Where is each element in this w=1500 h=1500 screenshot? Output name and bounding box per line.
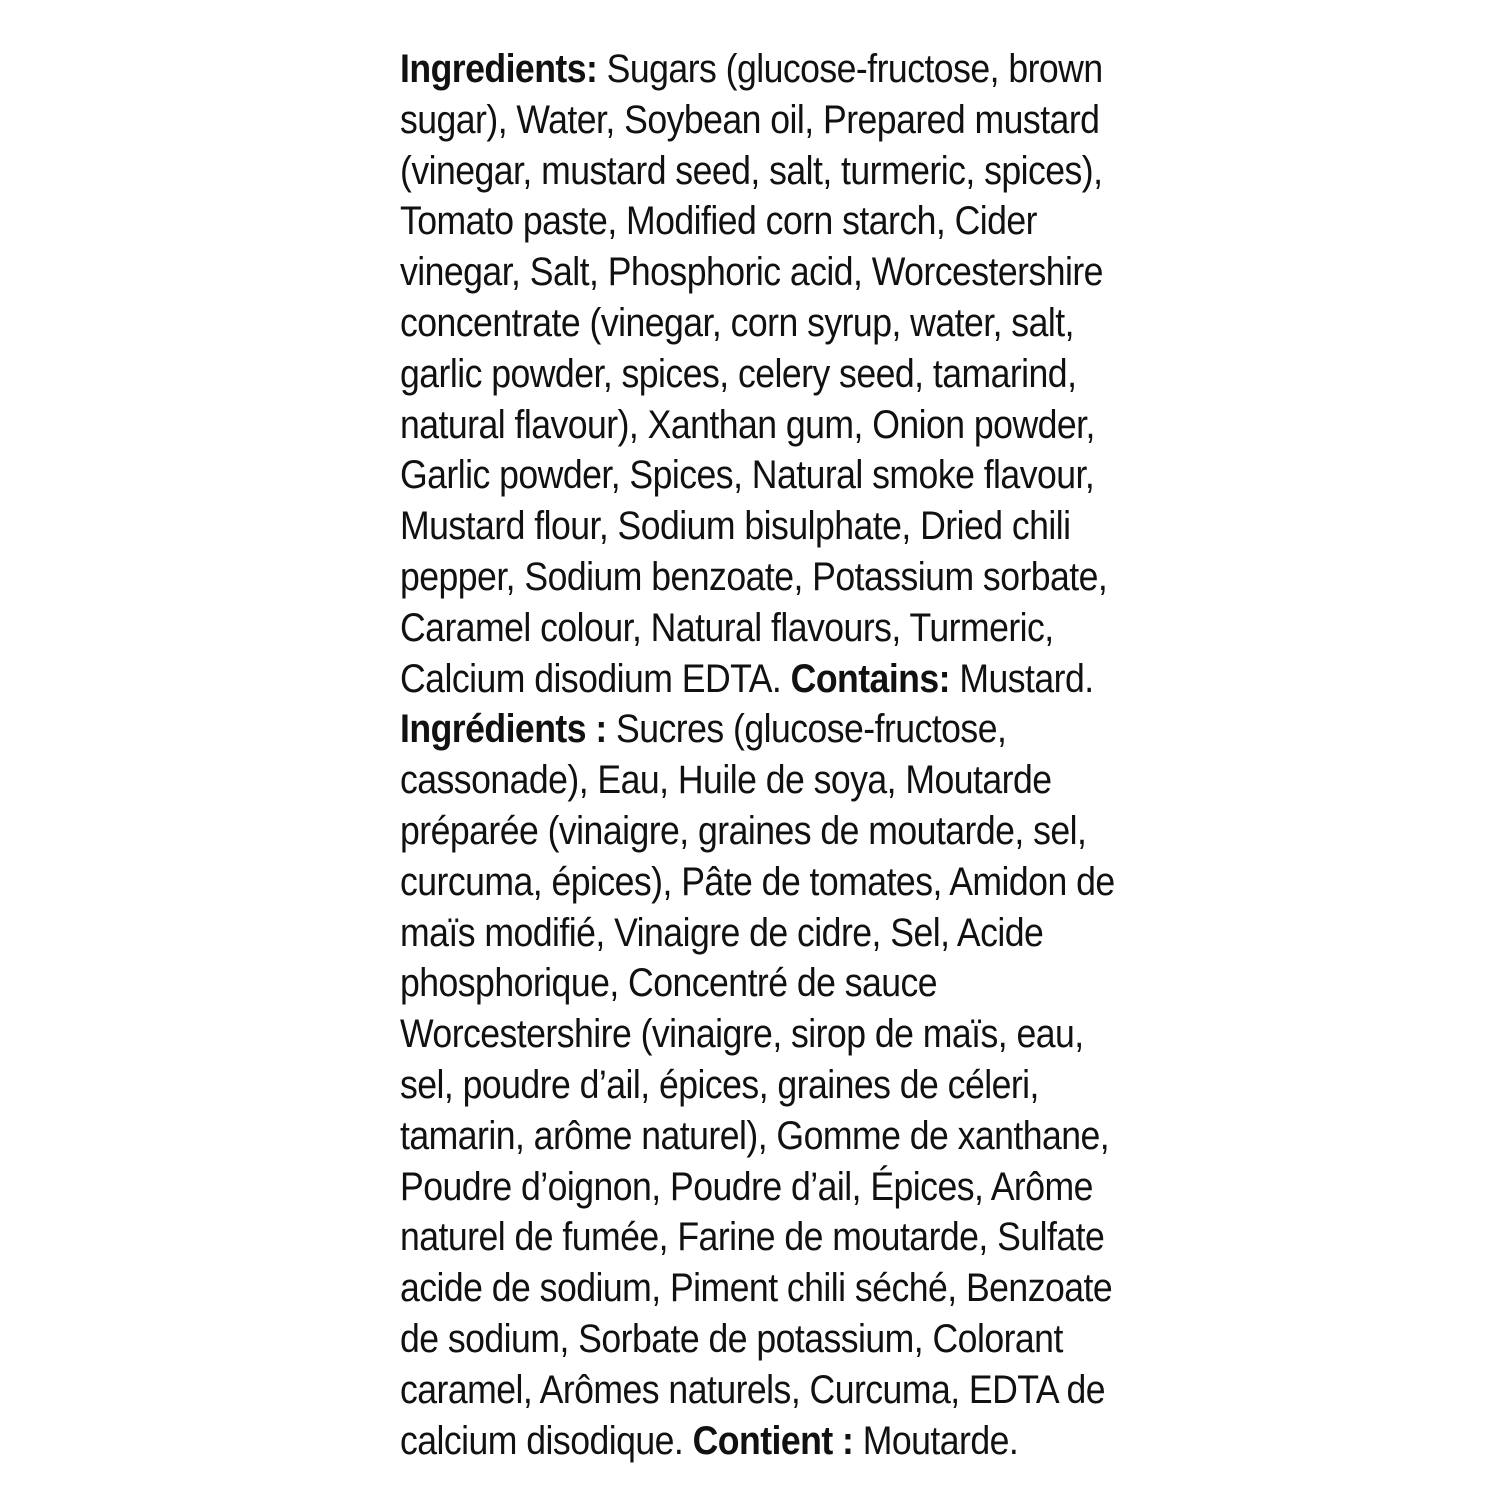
ingredients-line: vinegar, Salt, Phosphoric acid, Worcestershire	[400, 250, 1103, 295]
ingredients-line: de sodium, Sorbate de potassium, Colorant	[400, 1316, 1063, 1361]
ingredients-line: préparée (vinaigre, graines de moutarde, sel,	[400, 808, 1087, 853]
ingredients-line: caramel, Arômes naturels, Curcuma, EDTA de	[400, 1367, 1106, 1412]
ingredients-line: concentrate (vinegar, corn syrup, water, salt,	[400, 300, 1074, 345]
ingredients-line: Mustard flour, Sodium bisulphate, Dried chili	[400, 504, 1071, 549]
ingredients-line: (vinegar, mustard seed, salt, turmeric, spices),	[400, 148, 1103, 193]
contains-label-fr: Contient :	[692, 1418, 854, 1463]
ingredients-text: Sucres (glucose-fructose,	[606, 707, 1007, 752]
ingredients-heading-en: Ingredients:	[400, 47, 598, 91]
ingredients-label	[400, 44, 1115, 1466]
ingredients-line: pepper, Sodium benzoate, Potassium sorbate,	[400, 554, 1108, 599]
ingredients-line: Garlic powder, Spices, Natural smoke flavour,	[400, 453, 1095, 498]
ingredients-line	[400, 704, 1059, 755]
ingredients-line: sel, poudre d’ail, épices, graines de céleri,	[400, 1062, 1039, 1107]
allergen-text-fr: Moutarde.	[853, 1418, 1019, 1463]
contains-label-en: Contains:	[790, 656, 950, 701]
ingredients-line: Poudre d’oignon, Poudre d’ail, Épices, Arôme	[400, 1164, 1093, 1209]
ingredients-line: Caramel colour, Natural flavours, Turmeric,	[400, 605, 1054, 650]
ingredients-line	[400, 1416, 1059, 1467]
ingredients-line: maïs modifié, Vinaigre de cidre, Sel, Acide	[400, 910, 1044, 955]
ingredients-line: cassonade), Eau, Huile de soya, Moutarde	[400, 758, 1052, 803]
ingredients-line: sugar), Water, Soybean oil, Prepared mustard	[400, 97, 1100, 142]
ingredients-line: curcuma, épices), Pâte de tomates, Amidon de	[400, 859, 1115, 904]
ingredients-line	[400, 44, 1103, 95]
ingredients-text: Sugars (glucose-fructose, brown	[597, 47, 1103, 91]
ingredients-line: Worcestershire (vinaigre, sirop de maïs, eau,	[400, 1012, 1084, 1057]
ingredients-line: garlic powder, spices, celery seed, tamarind,	[400, 351, 1077, 396]
ingredients-line: naturel de fumée, Farine de moutarde, Sulfate	[400, 1215, 1105, 1260]
allergen-text-en: Mustard.	[949, 656, 1094, 701]
ingredients-line: tamarin, arôme naturel), Gomme de xanthane,	[400, 1113, 1110, 1158]
ingredients-line	[400, 654, 1094, 705]
french-ingredients	[400, 704, 1115, 1466]
ingredients-text: Calcium disodium EDTA.	[400, 656, 791, 701]
ingredients-line: natural flavour), Xanthan gum, Onion powder,	[400, 402, 1095, 447]
english-ingredients	[400, 44, 1108, 704]
ingredients-line: phosphorique, Concentré de sauce	[400, 961, 938, 1006]
ingredients-line: acide de sodium, Piment chili séché, Benzoate	[400, 1266, 1113, 1311]
ingredients-text: calcium disodique.	[400, 1418, 693, 1463]
ingredients-line: Tomato paste, Modified corn starch, Cider	[400, 199, 1038, 244]
ingredients-heading-fr: Ingrédients :	[400, 707, 607, 752]
